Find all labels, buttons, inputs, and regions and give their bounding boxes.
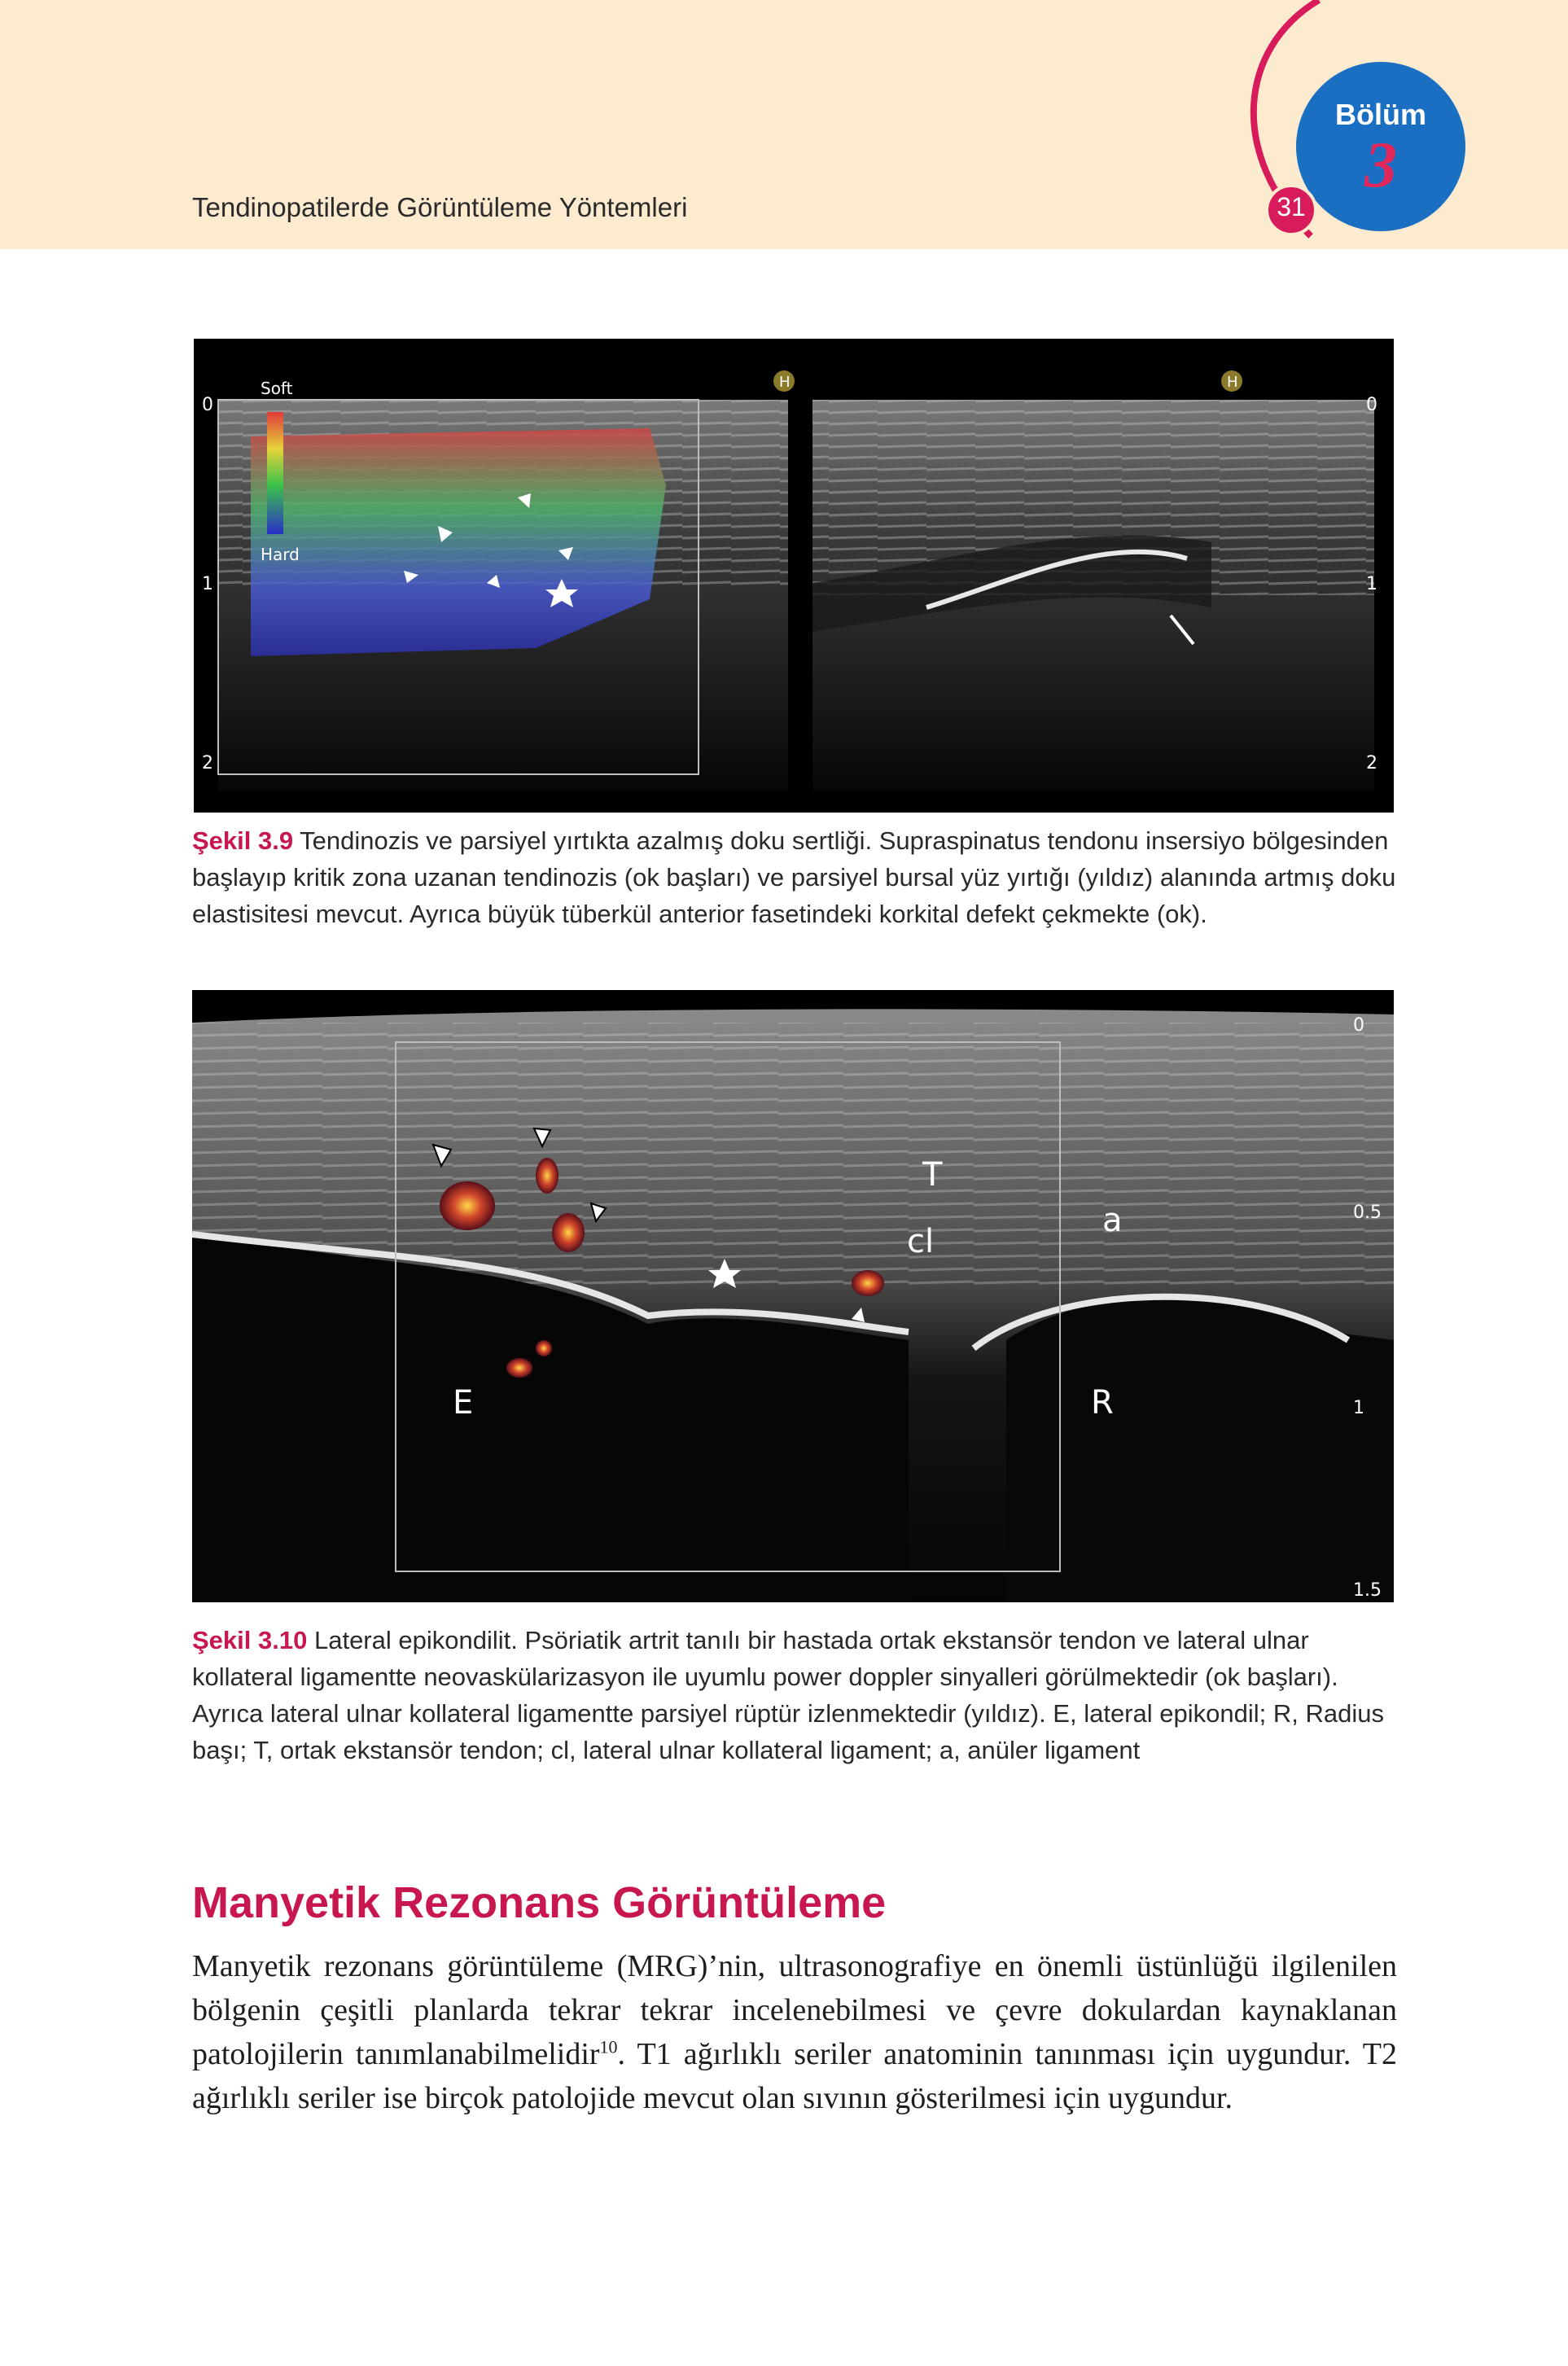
depth-right-0: 0: [1366, 395, 1377, 415]
figure-3-10-caption: [192, 1622, 1397, 1768]
label-ligament-cl: cl: [907, 1223, 935, 1260]
colorbar-hard-label: Hard: [261, 545, 300, 564]
section-heading: Manyetik Rezonans Görüntüleme: [192, 1878, 887, 1927]
depth-left-2: 2: [202, 753, 213, 773]
depth-right-2: 2: [1366, 753, 1377, 773]
body-part-1: Manyetik rezonans görüntüleme (MRG)’nin, ultrasonografiye en önemli üstünlüğü ilgilenilen bölgenin çeşitli planlarda tekrar tekrar incelenebilmesi ve çevre dokulardan kaynaklanan patolojilerin tanımlanabilmelidir: [192, 1949, 1397, 2071]
body-part-2: . T1 ağırlıklı seriler anatominin tanınması için uygundur. T2 ağırlıklı seriler ise birçok patolojide mevcut olan sıvının gösterilmesi için uygundur.: [192, 2037, 1397, 2115]
chapter-label: Bölüm: [1335, 98, 1426, 131]
figure-3-9-ultrasound: [194, 339, 1394, 813]
label-epicondyle: E: [453, 1384, 474, 1422]
depth-15: 1.5: [1353, 1580, 1382, 1601]
citation-ref: 10: [599, 2036, 618, 2057]
depth-05: 0.5: [1353, 1203, 1382, 1223]
marker-h-left: H: [779, 374, 791, 391]
page-number: 31: [1277, 192, 1306, 221]
depth-0: 0: [1353, 1015, 1364, 1036]
figure-3-9-caption: [192, 822, 1397, 932]
label-radius: R: [1091, 1384, 1114, 1422]
marker-h-right: H: [1227, 374, 1238, 391]
label-annular-ligament: a: [1102, 1202, 1123, 1239]
figure-3-9-caption-label: Şekil 3.9: [192, 826, 294, 855]
depth-right-1: 1: [1366, 574, 1377, 594]
chapter-number: 3: [1364, 129, 1397, 201]
figure-3-10-caption-text: Lateral epikondilit. Psöriatik artrit tanılı bir hastada ortak ekstansör tendon ve lateral ulnar kollateral ligamentte neovaskülarizasyon ile uyumlu power doppler sinyalleri görülmektedir (ok başları). Ayrıca lateral ulnar kollateral ligamentte parsiyel rüptür izlenmektedir (yıldız). E, lateral epikondil; R, Radius başı; T, ortak ekstansör tendon; cl, lateral ulnar kollateral ligament; a, anüler ligament: [192, 1626, 1384, 1764]
depth-left-1: 1: [202, 574, 213, 594]
label-tendon: T: [922, 1156, 943, 1194]
figure-3-9-caption-text: Tendinozis ve parsiyel yırtıkta azalmış doku sertliği. Supraspinatus tendonu insersiyo bölgesinden başlayıp kritik zona uzanan tendinozis (ok başları) ve parsiyel bursal yüz yırtığı (yıldız) alanında artmış doku elastisitesi mevcut. Ayrıca büyük tüberkül anterior fasetindeki korkital defekt çekmekte (ok).: [192, 826, 1396, 928]
depth-left-0: 0: [202, 395, 213, 415]
depth-1: 1: [1353, 1398, 1364, 1418]
running-head: Tendinopatilerde Görüntüleme Yöntemleri: [192, 192, 688, 222]
figure-3-10-caption-label: Şekil 3.10: [192, 1626, 308, 1654]
section-body: [192, 1944, 1397, 2120]
figure-3-10-ultrasound: [192, 990, 1394, 1602]
colorbar-soft-label: Soft: [261, 379, 293, 398]
